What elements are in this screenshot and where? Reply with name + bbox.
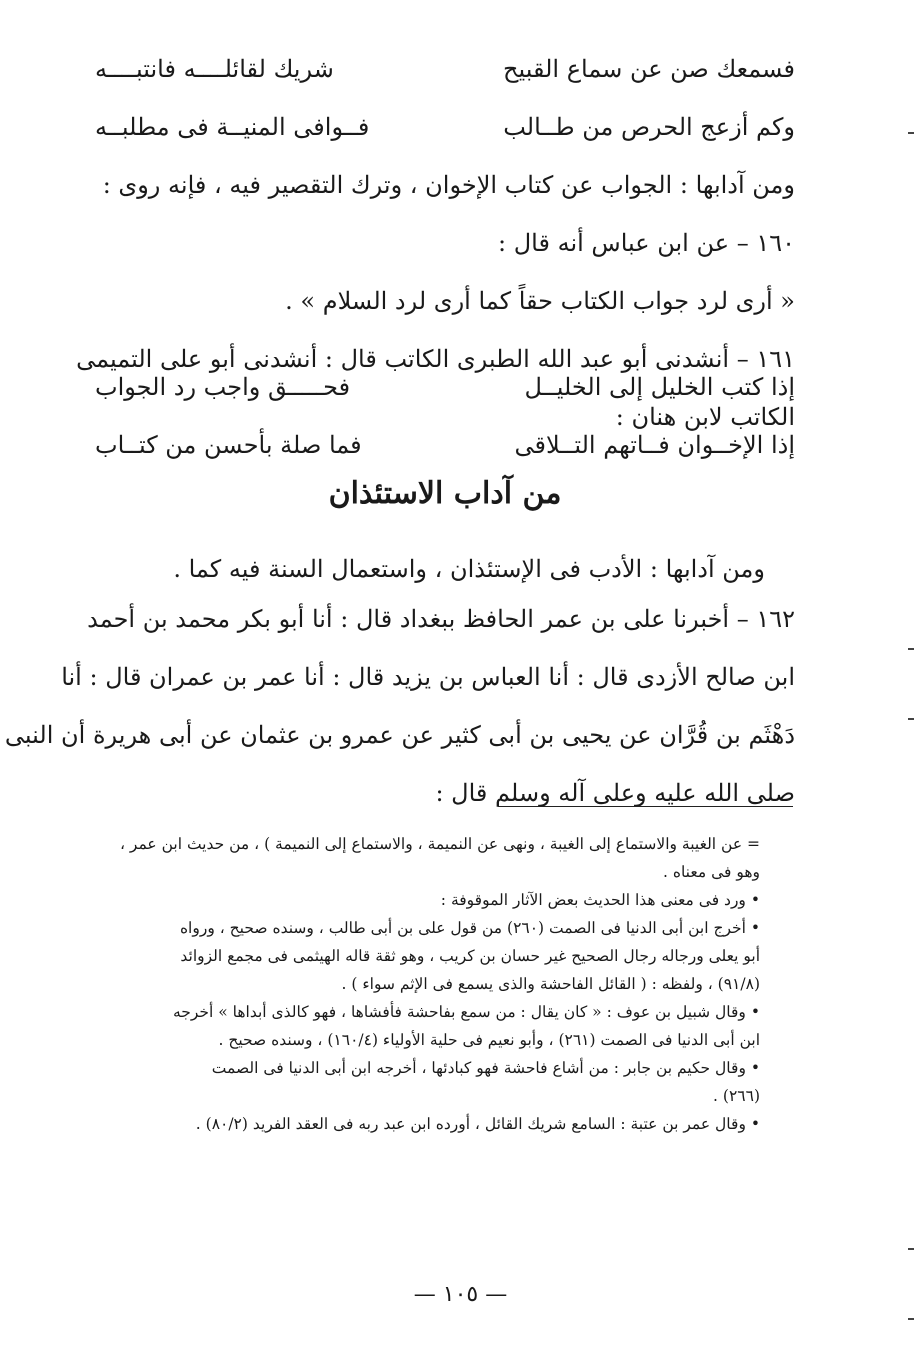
footnote-line: أبو يعلى ورجاله رجال الصحيح غير حسان بن كريب ، وهو ثقة قاله الهيثمى فى مجمع الزوائد	[180, 947, 760, 965]
paragraph-line: ومن آدابها : الجواب عن كتاب الإخوان ، وترك التقصير فيه ، فإنه روى :	[102, 171, 795, 199]
hadith-paragraph	[4, 590, 795, 822]
footnote-line: • وقال شبيل بن عوف : « كان يقال : من سمع بفاحشة فأفشاها ، فهو كالذى أبداها » أخرجه	[172, 1003, 760, 1021]
footnote-line: (٢٦٦) .	[713, 1087, 760, 1105]
footnote-line: وهو فى معناه .	[662, 863, 760, 881]
hemistich-right: إذا كتب الخليل إلى الخليــل	[524, 373, 795, 401]
edge-mark	[908, 718, 914, 720]
footnote-separator	[498, 806, 793, 807]
hemistich-right: وكم أزعج الحرص من طــالب	[503, 113, 795, 141]
paragraph-line: ١٦٠ – عن ابن عباس أنه قال :	[498, 229, 795, 257]
paragraph-line: ١٦١ – أنشدنى أبو عبد الله الطبرى الكاتب قال : أنشدنى أبو على التميمى	[76, 345, 795, 373]
paragraph-line: ومن آدابها : الأدب فى الإستئذان ، واستعمال السنة فيه كما .	[173, 555, 765, 583]
footnote-line: ابن أبى الدنيا فى الصمت (٢٦١) ، وأبو نعيم فى حلية الأولياء (١٦٠/٤) ، وسنده صحيح .	[218, 1031, 760, 1049]
edge-mark	[908, 1318, 914, 1320]
footnote-line: (٩١/٨) ، ولفظه : ( القائل الفاحشة والذى يسمع فى الإثم سواء ) .	[341, 975, 760, 993]
paragraph-line: « أرى لرد جواب الكتاب حقاً كما أرى لرد السلام » .	[285, 287, 795, 315]
section-heading-wrap	[95, 476, 795, 526]
hemistich-left: فــوافى المنيــة فى مطلبــه	[95, 113, 370, 141]
page-number: — ١٠٥ —	[413, 1282, 508, 1307]
footnote-line: • أخرج ابن أبى الدنيا فى الصمت (٢٦٠) من قول على بن أبى طالب ، وسنده صحيح ، ورواه	[179, 919, 760, 937]
poem-top	[95, 40, 795, 156]
poem-verse	[95, 358, 795, 416]
edge-mark	[908, 1248, 914, 1250]
paragraph-line: الكاتب لابن هنان :	[615, 403, 795, 431]
section-heading: من آداب الاستئذان	[328, 476, 562, 511]
paragraph-line: دَهْثَم بن قُرَّان عن يحيى بن أبى كثير عن عمرو بن عثمان عن أبى هريرة أن النبى	[4, 721, 795, 749]
edge-mark	[908, 648, 914, 650]
footnote-line: • وقال حكيم بن جابر : من أشاع فاحشة فهو كبادئها ، أخرجه ابن أبى الدنيا فى الصمت	[211, 1059, 760, 1077]
hemistich-left: شريك لقائلــــه فانتبــــه	[95, 55, 334, 83]
poem-verse	[95, 40, 795, 98]
hemistich-right: فسمعك صن عن سماع القبيح	[502, 55, 795, 83]
poem-verse	[95, 98, 795, 156]
edge-mark	[908, 132, 914, 134]
footnotes	[95, 830, 760, 1138]
footnote-line: • ورد فى معنى هذا الحديث بعض الآثار الموقوفة :	[440, 891, 760, 909]
poem-verse	[95, 416, 795, 474]
footnote-line: • وقال عمر بن عتبة : السامع شريك القائل ، أورده ابن عبد ربه فى العقد الفريد (٨٠/٢) .	[195, 1115, 760, 1133]
poem-bottom	[95, 358, 795, 474]
paragraph-line: ابن صالح الأزدى قال : أنا العباس بن يزيد قال : أنا عمر بن عمران قال : أنا	[61, 663, 795, 691]
hemistich-left: فحـــــق واجب رد الجواب	[95, 373, 351, 401]
paragraph-line: صلى الله عليه وعلى آله وسلم قال :	[435, 779, 795, 807]
hemistich-left: فما صلة بأحسن من كتــاب	[95, 431, 362, 459]
paragraph-line: ١٦٢ – أخبرنا على بن عمر الحافظ ببغداد قال : أنا أبو بكر محمد بن أحمد	[87, 605, 795, 633]
footnote-line: = عن الغيبة والاستماع إلى الغيبة ، ونهى عن النميمة ، والاستماع إلى النميمة ) ، من حديث ابن عمر ،	[119, 835, 760, 853]
hemistich-right: إذا الإخــوان فــاتهم التــلاقى	[514, 431, 795, 459]
